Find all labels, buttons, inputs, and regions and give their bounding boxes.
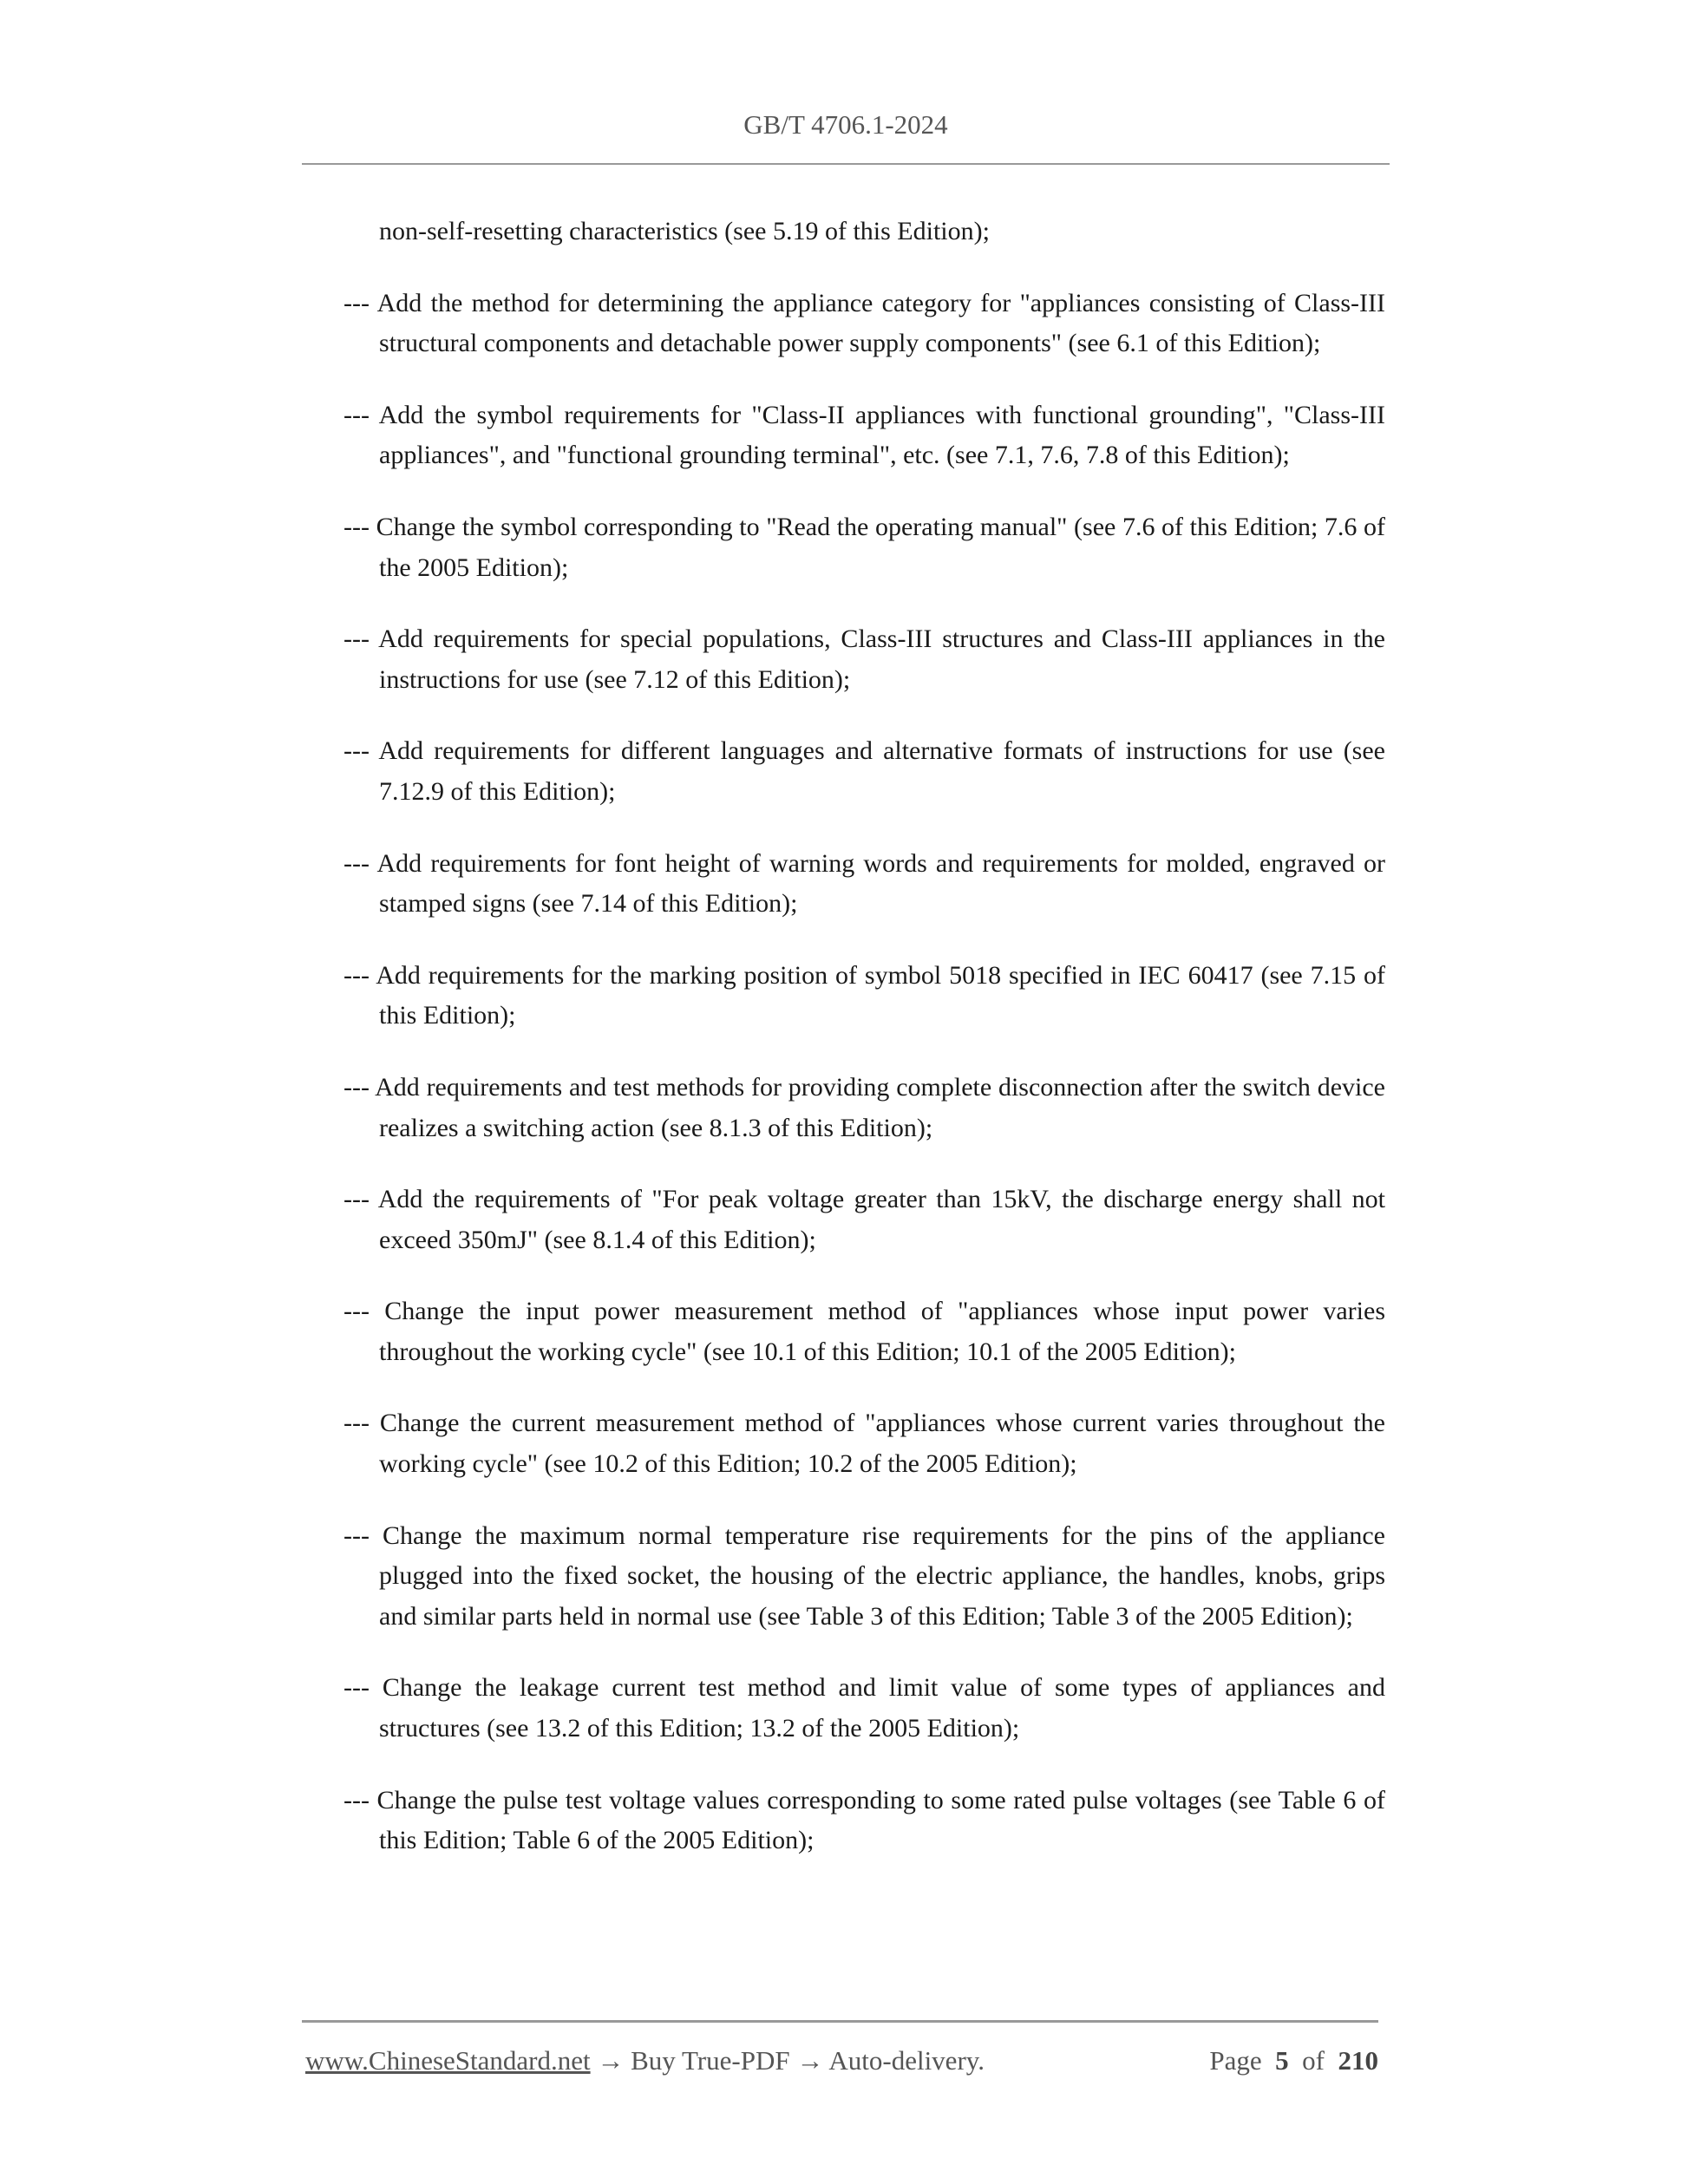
header-divider (302, 163, 1390, 165)
list-item: --- Change the input power measurement method of "appliances whose input power varies throughout the working cycle" (see 10.1 of this Edition; 10.1 of the 2005 Edition); (343, 1297, 1385, 1366)
document-header: GB/T 4706.1-2024 (743, 109, 948, 140)
page-label: Page (1209, 2045, 1262, 2076)
continuation-text: non-self-resetting characteristics (see 5.19 of this Edition); (379, 217, 990, 245)
list-item: --- Add the method for determining the appliance category for "appliances consisting of Class-III structural components and detachable power supply components" (see 6.1 of this Edition); (343, 288, 1385, 358)
list-item: --- Change the leakage current test method and limit value of some types of appliances and structures (see 13.2 of this Edition; 13.2 of the 2005 Edition); (343, 1673, 1385, 1743)
footer-promo-text: → Buy True-PDF → Auto-delivery. (590, 2045, 985, 2076)
list-item: --- Add requirements for the marking position of symbol 5018 specified in IEC 60417 (see 7.15 of this Edition); (343, 960, 1385, 1030)
list-item: --- Add requirements for font height of warning words and requirements for molded, engraved or stamped signs (see 7.14 of this Edition); (343, 848, 1385, 919)
list-item: --- Change the current measurement method of "appliances whose current varies throughout the working cycle" (see 10.2 of this Edition; 10.2 of the 2005 Edition); (343, 1409, 1385, 1479)
list-item: --- Add the requirements of "For peak voltage greater than 15kV, the discharge energy shall not exceed 350mJ" (see 8.1.4 of this Edition); (343, 1185, 1385, 1254)
change-list (343, 284, 1385, 1861)
total-pages: 210 (1338, 2045, 1378, 2076)
list-item: --- Add requirements for special populations, Class-III structures and Class-III appliances in the instructions for use (see 7.12 of this Edition); (343, 624, 1385, 694)
list-item: --- Add requirements and test methods for providing complete disconnection after the switch device realizes a switching action (see 8.1.3 of this Edition); (343, 1072, 1385, 1142)
website-link[interactable]: www.ChineseStandard.net (305, 2045, 591, 2076)
list-item: --- Change the maximum normal temperature rise requirements for the pins of the appliance plugged into the fixed socket, the housing of the electric appliance, the handles, knobs, grips and similar parts held in normal use (see Table 3 of this Edition; Table 3 of the 2005 Edition); (343, 1520, 1385, 1631)
of-label: of (1302, 2045, 1325, 2076)
list-item: --- Change the pulse test voltage values corresponding to some rated pulse voltages (see Table 6 of this Edition; Table 6 of the 2005 Edition); (343, 1785, 1385, 1855)
page-footer (305, 2045, 1378, 2076)
page-number (1209, 2045, 1378, 2076)
current-page: 5 (1275, 2045, 1289, 2076)
list-item: --- Add requirements for different languages and alternative formats of instructions for use (see 7.12.9 of this Edition); (343, 736, 1385, 806)
list-item: --- Add the symbol requirements for "Class-II appliances with functional grounding", "Class-III appliances", and "functional grounding terminal", etc. (see 7.1, 7.6, 7.8 of this Edition); (343, 400, 1385, 470)
footer-promo (305, 2045, 985, 2076)
footer-divider (302, 2020, 1378, 2023)
document-body (343, 212, 1385, 1893)
list-item: --- Change the symbol corresponding to "Read the operating manual" (see 7.6 of this Edition; 7.6 of the 2005 Edition); (343, 512, 1385, 582)
